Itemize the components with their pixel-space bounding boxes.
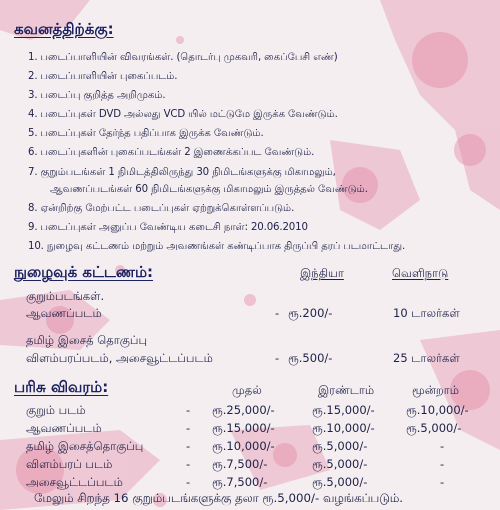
prize-first-value: ரூ.15,000/- — [212, 421, 275, 435]
prize-heading: பரிசு விவரம்: — [14, 378, 109, 396]
fee-category-line: குறும்படங்கள். — [26, 289, 105, 303]
prize-first-value: ரூ.7,500/- — [212, 475, 268, 489]
prize-dash: - — [186, 403, 191, 417]
note-item: 2. படைப்பாளியின் புகைப்படம். — [28, 71, 178, 82]
col-first-header: முதல் — [232, 383, 262, 397]
prize-second-value: ரூ.5,000/- — [312, 475, 368, 489]
note-item: 4. படைப்புகள் DVD அல்லது VCD யில் மட்டுமே இருக்க வேண்டும். — [28, 109, 338, 120]
note-item-continuation: ஆவணப்படங்கள் 60 நிமிடங்களுக்கு மிகாமலும் இருத்தல் வேண்டும். — [50, 184, 368, 195]
fee-category-line: ஆவணப்படம் — [26, 306, 102, 320]
prize-dash: - — [186, 439, 191, 453]
prize-category: அசைவூட்டப்படம் — [26, 475, 123, 489]
note-item: 8. ஏன்றிற்கு மேற்பட்ட படைப்புகள் ஏற்றுக்கொள்ளப்படும். — [28, 203, 295, 214]
fee-dash: - — [275, 351, 280, 365]
fee-category-line: விளம்பரப்படம், அசைவூட்டப்படம் — [26, 351, 213, 365]
col-third-header: மூன்றாம் — [412, 383, 459, 397]
col-abroad-header: வெளிநாடு — [392, 266, 449, 280]
prize-category: விளம்பரப் படம் — [26, 457, 113, 471]
note-item: 10. நுழைவு கட்டணம் மற்றும் அவணங்கள் கண்டிப்பாக திருப்பி தரப் படமாட்டாது. — [28, 241, 406, 252]
entry-fee-heading: நுழைவுக் கட்டணம்: — [14, 263, 154, 281]
prize-second-value: ரூ.5,000/- — [312, 457, 368, 471]
note-item: 7. குறும்படங்கள் 1 நிமிடத்திலிருந்து 30 நிமிடங்களுக்கு மிகாமலும், — [28, 167, 336, 178]
prize-category: குறும் படம் — [26, 403, 86, 417]
note-item: 6. படைப்புகளின் புகைப்படங்கள் 2 இணைக்கப்பட வேண்டும். — [28, 147, 315, 158]
prize-first-value: ரூ.25,000/- — [212, 403, 275, 417]
note-item: 3. படைப்பு குறித்த அறிமுகம். — [28, 90, 166, 101]
prize-third-value: - — [440, 439, 445, 453]
note-item: 9. படைப்புகள் அனுப்ப வேண்டிய கடைசி நாள்: 20.06.2010 — [28, 222, 308, 233]
fee-india-value: ரூ.500/- — [288, 351, 333, 365]
prize-third-value: - — [440, 475, 445, 489]
prize-first-value: ரூ.7,500/- — [212, 457, 268, 471]
prize-footer-note: மேலும் சிறந்த 16 குறும்படங்களுக்கு தலா ரூ.5,000/- வழங்கப்படும். — [34, 491, 403, 505]
prize-third-value: ரூ.10,000/- — [406, 403, 469, 417]
prize-category: ஆவணப்படம் — [26, 421, 102, 435]
col-india-header: இந்தியா — [300, 266, 344, 280]
prize-third-value: ரூ.5,000/- — [406, 421, 462, 435]
prize-dash: - — [186, 457, 191, 471]
fee-india-value: ரூ.200/- — [288, 306, 333, 320]
col-second-header: இரண்டாம் — [318, 383, 375, 397]
prize-second-value: ரூ.10,000/- — [312, 421, 375, 435]
prize-dash: - — [186, 475, 191, 489]
note-item: 5. படைப்புகள் தேர்ந்த பதிப்பாக இருக்க வேண்டும். — [28, 128, 264, 139]
fee-abroad-value: 25 டாலர்கள் — [393, 351, 460, 365]
prize-category: தமிழ் இசைத்தொகுப்பு — [26, 439, 144, 453]
fee-abroad-value: 10 டாலர்கள் — [393, 306, 460, 320]
prize-second-value: ரூ.15,000/- — [312, 403, 375, 417]
notes-heading: கவனத்திற்க்கு: — [14, 20, 114, 38]
fee-category-line: தமிழ் இசைத் தொகுப்பு — [26, 333, 148, 347]
note-item: 1. படைப்பாளியின் விவரங்கள். (தொடர்பு முகவரி, கைப்பேசி எண்) — [28, 52, 338, 63]
prize-third-value: - — [440, 457, 445, 471]
prize-first-value: ரூ.10,000/- — [212, 439, 275, 453]
prize-second-value: ரூ.5,000/- — [312, 439, 368, 453]
prize-dash: - — [186, 421, 191, 435]
fee-dash: - — [275, 306, 280, 320]
